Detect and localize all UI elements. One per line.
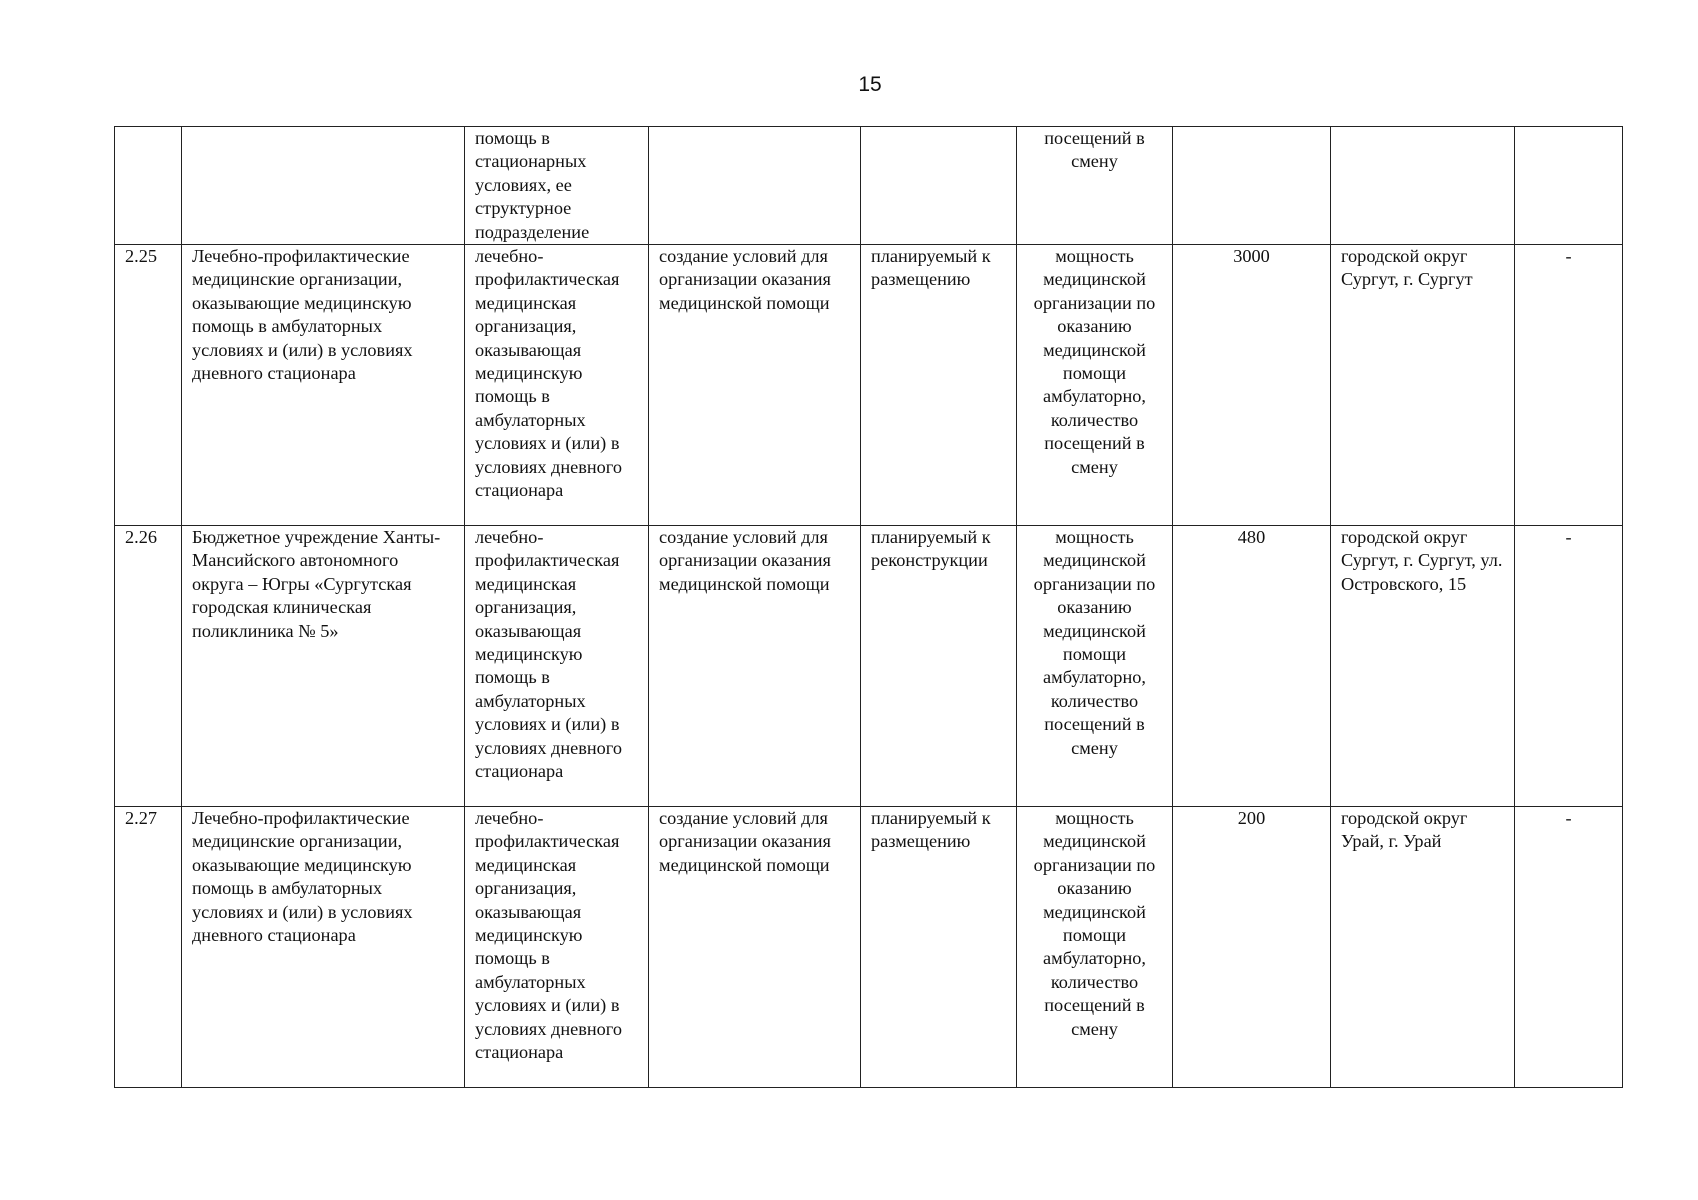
facilities-table bbox=[114, 126, 1623, 1088]
cell-value bbox=[1173, 127, 1331, 245]
cell-name bbox=[182, 127, 465, 245]
cell-status: планируемый к размещению bbox=[861, 807, 1017, 1088]
table-row bbox=[115, 807, 1623, 1088]
cell-characteristic: мощность медицинской организации по оказанию медицинской помощи амбулаторно, количество посещений в смену bbox=[1017, 245, 1173, 526]
cell-type: лечебно-профилактическая медицинская организация, оказывающая медицинскую помощь в амбулаторных условиях и (или) в условиях дневного стационара bbox=[465, 245, 649, 526]
cell-location: городской округ Сургут, г. Сургут bbox=[1331, 245, 1515, 526]
cell-status: планируемый к реконструкции bbox=[861, 526, 1017, 807]
cell-type: лечебно-профилактическая медицинская организация, оказывающая медицинскую помощь в амбулаторных условиях и (или) в условиях дневного стационара bbox=[465, 807, 649, 1088]
cell-zone: - bbox=[1515, 526, 1623, 807]
cell-characteristic: мощность медицинской организации по оказанию медицинской помощи амбулаторно, количество посещений в смену bbox=[1017, 807, 1173, 1088]
cell-value: 200 bbox=[1173, 807, 1331, 1088]
cell-purpose: создание условий для организации оказания медицинской помощи bbox=[649, 526, 861, 807]
cell-status: планируемый к размещению bbox=[861, 245, 1017, 526]
cell-value: 3000 bbox=[1173, 245, 1331, 526]
cell-zone: - bbox=[1515, 245, 1623, 526]
cell-type: лечебно-профилактическая медицинская организация, оказывающая медицинскую помощь в амбулаторных условиях и (или) в условиях дневного стационара bbox=[465, 526, 649, 807]
cell-characteristic: мощность медицинской организации по оказанию медицинской помощи амбулаторно, количество посещений в смену bbox=[1017, 526, 1173, 807]
cell-number: 2.25 bbox=[115, 245, 182, 526]
table-row bbox=[115, 245, 1623, 526]
cell-purpose bbox=[649, 127, 861, 245]
cell-location bbox=[1331, 127, 1515, 245]
cell-name: Лечебно-профилактические медицинские организации, оказывающие медицинскую помощь в амбулаторных условиях и (или) в условиях дневного стационара bbox=[182, 245, 465, 526]
cell-purpose: создание условий для организации оказания медицинской помощи bbox=[649, 807, 861, 1088]
table-row bbox=[115, 526, 1623, 807]
cell-name: Лечебно-профилактические медицинские организации, оказывающие медицинскую помощь в амбулаторных условиях и (или) в условиях дневного стационара bbox=[182, 807, 465, 1088]
cell-type: помощь в стационарных условиях, ее структурное подразделение bbox=[465, 127, 649, 245]
cell-number: 2.26 bbox=[115, 526, 182, 807]
page-number: 15 bbox=[858, 73, 882, 96]
cell-value: 480 bbox=[1173, 526, 1331, 807]
cell-name: Бюджетное учреждение Ханты-Мансийского автономного округа – Югры «Сургутская городская клиническая поликлиника № 5» bbox=[182, 526, 465, 807]
cell-number: 2.27 bbox=[115, 807, 182, 1088]
table-row-continuation bbox=[115, 127, 1623, 245]
cell-location: городской округ Сургут, г. Сургут, ул. Островского, 15 bbox=[1331, 526, 1515, 807]
cell-zone bbox=[1515, 127, 1623, 245]
cell-characteristic: посещений в смену bbox=[1017, 127, 1173, 245]
cell-status bbox=[861, 127, 1017, 245]
cell-number bbox=[115, 127, 182, 245]
cell-location: городской округ Урай, г. Урай bbox=[1331, 807, 1515, 1088]
cell-purpose: создание условий для организации оказания медицинской помощи bbox=[649, 245, 861, 526]
cell-zone: - bbox=[1515, 807, 1623, 1088]
